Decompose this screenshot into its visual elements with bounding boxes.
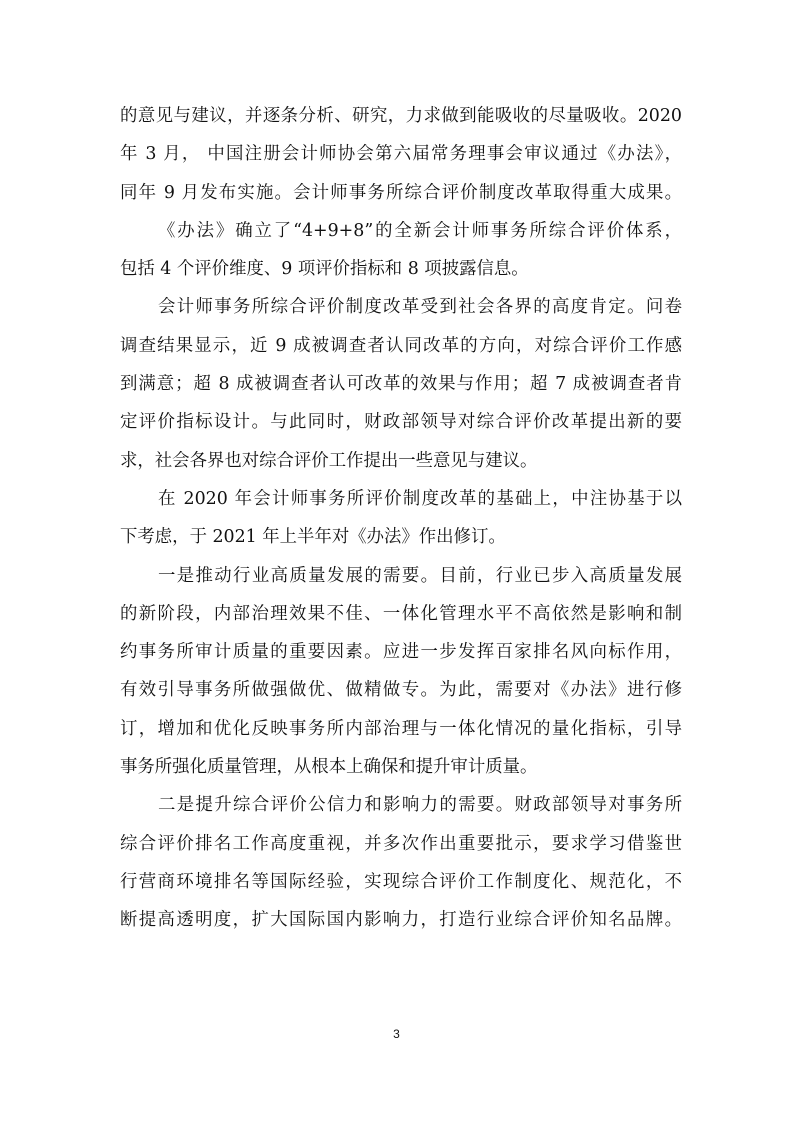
text-line: 在 2020 年会计师事务所评价制度改革的基础上，中注协基于以 bbox=[158, 488, 682, 509]
text-line: 约事务所审计质量的重要因素。应进一步发挥百家排名风向标作用， bbox=[120, 642, 682, 663]
text-line: 订，增加和优化反映事务所内部治理与一体化情况的量化指标，引导 bbox=[120, 718, 682, 739]
text-line: 有效引导事务所做强做优、做精做专。为此，需要对《办法》进行修 bbox=[120, 680, 682, 701]
text-line: 会计师事务所综合评价制度改革受到社会各界的高度肯定。问卷 bbox=[158, 297, 682, 318]
text-line: 下考虑，于 2021 年上半年对《办法》作出修订。 bbox=[120, 527, 506, 548]
text-line: 一是推动行业高质量发展的需要。目前，行业已步入高质量发展 bbox=[158, 565, 682, 586]
body-text bbox=[120, 97, 682, 940]
text-line: 包括 4 个评价维度、9 项评价指标和 8 项披露信息。 bbox=[120, 259, 529, 280]
text-line: 综合评价排名工作高度重视，并多次作出重要批示，要求学习借鉴世 bbox=[120, 833, 682, 854]
text-line: 求，社会各界也对综合评价工作提出一些意见与建议。 bbox=[120, 450, 538, 471]
text-line: 断提高透明度，扩大国际国内影响力，打造行业综合评价知名品牌。 bbox=[120, 910, 682, 931]
text-line: 二是提升综合评价公信力和影响力的需要。财政部领导对事务所 bbox=[158, 795, 682, 816]
text-line: 的新阶段，内部治理效果不佳、一体化管理水平不高依然是影响和制 bbox=[120, 603, 682, 624]
page-number: 3 bbox=[393, 1027, 400, 1041]
text-line: 调查结果显示，近 9 成被调查者认同改革的方向，对综合评价工作感 bbox=[120, 335, 682, 356]
text-line: 定评价指标设计。与此同时，财政部领导对综合评价改革提出新的要 bbox=[120, 412, 682, 433]
text-line: 行营商环境排名等国际经验，实现综合评价工作制度化、规范化，不 bbox=[120, 871, 682, 892]
text-line: 的意见与建议，并逐条分析、研究，力求做到能吸收的尽量吸收。2020 bbox=[120, 106, 682, 126]
text-line: 《办法》确立了“4+9+8”的全新会计师事务所综合评价体系， bbox=[158, 220, 682, 241]
text-line: 到满意；超 8 成被调查者认可改革的效果与作用；超 7 成被调查者肯 bbox=[120, 374, 682, 395]
text-line: 同年 9 月发布实施。会计师事务所综合评价制度改革取得重大成果。 bbox=[120, 182, 682, 203]
text-line: 年 3 月， 中国注册会计师协会第六届常务理事会审议通过《办法》， bbox=[120, 144, 682, 165]
text-line: 事务所强化质量管理，从根本上确保和提升审计质量。 bbox=[120, 757, 538, 778]
